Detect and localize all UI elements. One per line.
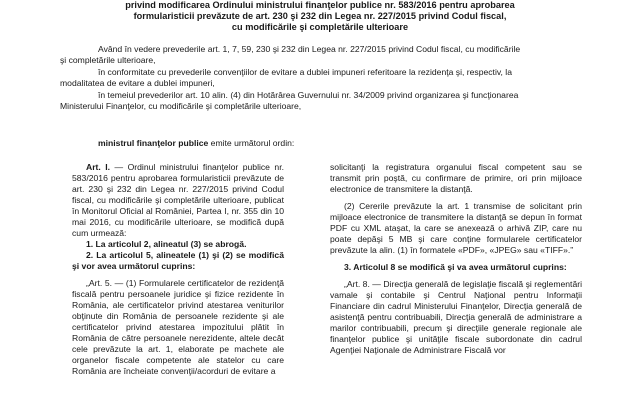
preamble-line: şi completările ulterioare, [60,55,156,65]
title-line-1: privind modificarea Ordinului ministrului finanţelor publice nr. 583/2016 pentru aprobarea [125,0,515,10]
document-title [60,0,580,33]
preamble-line: modalitatea de evitare a dublei impuneri, [60,78,215,88]
title-line-2: formularisticii prevăzute de art. 230 şi 232 din Legea nr. 227/2015 privind Codul fiscal, [133,11,507,21]
left-column [72,162,284,377]
preamble-paragraph-1 [60,44,595,66]
preamble-line: Având în vedere prevederile art. 1, 7, 59, 230 şi 232 din Legea nr. 227/2015 privind Codul fiscal, cu modificările [98,44,521,54]
preamble-line: în temeiul prevederilor art. 10 alin. (4) din Hotărârea Guvernului nr. 34/2009 privind organizarea şi funcţionarea [98,90,519,100]
continuation-text: solicitanţi la registratura organului fiscal competent sau se transmit prin poştă, cu confirmare de primire, ori prin mijloace electronice de transmitere la distanţă. [330,162,582,194]
minister-title: ministrul finanţelor publice [98,138,209,148]
title-line-3: cu modificările şi completările ulterioare [231,22,409,32]
amendment-item-3: 3. Articolul 8 se modifică şi va avea următorul cuprins: [344,262,567,272]
preamble-line: în conformitate cu prevederile convenţiilor de evitare a dublei impuneri referitoare la rezidenţa şi, respectiv, la [98,67,512,77]
article-1-heading: Art. I. [86,162,111,172]
preamble-paragraph-2 [60,67,595,89]
article-1 [72,162,284,239]
minister-action: emite următorul ordin: [208,138,295,148]
paragraph-2-text: (2) Cererile prevăzute la art. 1 transmise de solicitant prin mijloace electronice de transmitere la distanţă se depun în format PDF cu XML ataşat, la care se anexează o arhivă ZIP, care nu poate depăşi 5 MB şi care conţine formularele certificatelor prevăzute la alin. (1) în formatele «PDF», «JPEG» sau «TIFF».” [330,201,582,255]
amendment-item-2: 2. La articolul 5, alineatele (1) şi (2) se modifică şi vor avea următorul cuprins: [72,250,284,271]
article-5-text: „Art. 5. — (1) Formularele certificatelor de rezidenţă fiscală pentru persoanele juridice şi fizice rezidente în România, ale certificatelor privind atestarea veniturilor obţinute din România de persoanele rezidente şi ale certificatelor privind atestarea impozitului plătit în România de către persoanele nerezidente, altele decât cele prevăzute la art. 1, elaborate pe machete ale organelor fiscale competente ale statelor cu care România are încheiate convenţii/acorduri de evitare a [72,278,284,376]
article-1-text: — Ordinul ministrului finanţelor publice nr. 583/2016 pentru aprobarea formularisticii prevăzute de art. 230 şi 232 din Legea nr. 227/2015 privind Codul fiscal, cu modificările şi completările ulterioare, publicat în Monitorul Oficial al României, Partea I, nr. 355 din 10 mai 2016, cu modificările ulterioare, se modifică după cum urmează: [72,162,284,238]
minister-line [98,138,294,149]
preamble-line: Ministerului Finanţelor, cu modificările şi completările ulterioare, [60,101,302,111]
amendment-item-1: 1. La articolul 2, alineatul (3) se abrogă. [86,239,247,249]
right-column [330,162,582,356]
preamble-paragraph-3 [60,90,595,112]
article-8-text: „Art. 8. — Direcţia generală de legislaţie fiscală şi reglementări vamale şi contabile şi Centrul Naţional pentru Informaţii Financiare din cadrul Ministerului Finanţelor, Direcţia generală de asistenţă pentru contribuabili, Direcţia generală de administrare a marilor contribuabili, precum şi direcţiile generale regionale ale finanţelor publice şi unităţile fiscale subordonate din cadrul Agenţiei Naţionale de Administrare Fiscală vor [330,279,582,355]
